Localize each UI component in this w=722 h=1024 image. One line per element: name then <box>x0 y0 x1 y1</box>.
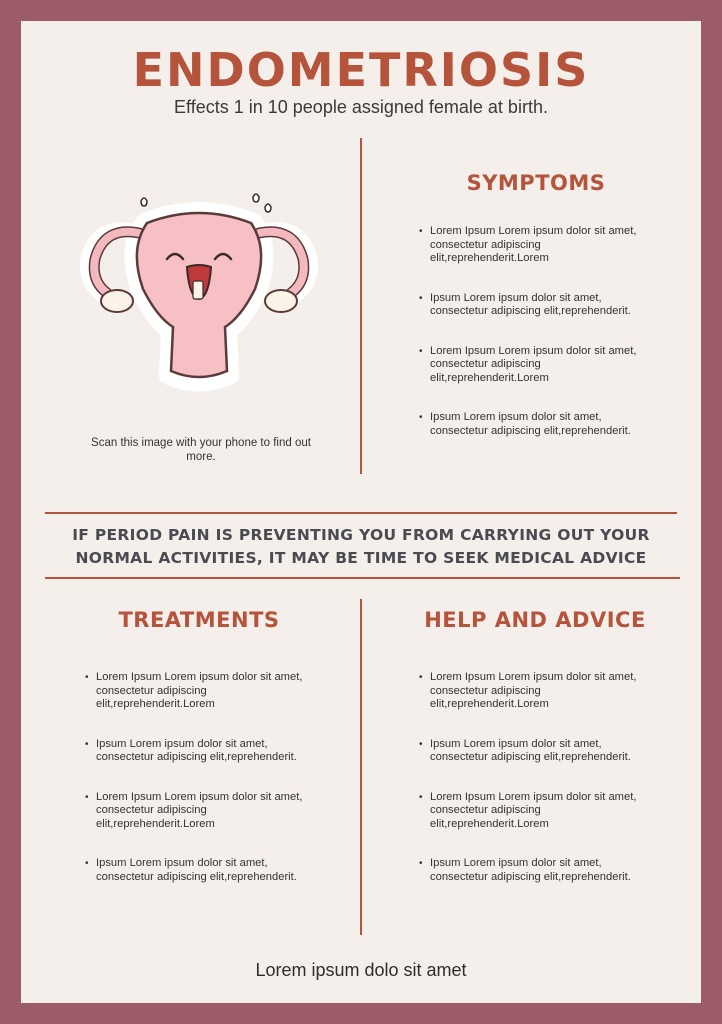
poster-page <box>21 21 701 1003</box>
page-title: ENDOMETRIOSIS <box>132 43 590 97</box>
list-item: • Ipsum Lorem ipsum dolor sit amet, consectetur adipiscing elit,reprehenderit. <box>85 738 305 765</box>
treatments-heading: TREATMENTS <box>118 608 280 632</box>
list-item: • Lorem Ipsum Lorem ipsum dolor sit amet, consectetur adipiscing elit,reprehenderit.Lorem <box>419 345 639 386</box>
list-item: • Ipsum Lorem ipsum dolor sit amet, consectetur adipiscing elit,reprehenderit. <box>419 857 639 884</box>
page-subtitle: Effects 1 in 10 people assigned female at birth. <box>174 97 548 117</box>
symptoms-list <box>419 225 639 464</box>
help-list <box>419 671 639 910</box>
scan-caption: Scan this image with your phone to find out more. <box>91 437 311 463</box>
list-item: • Lorem Ipsum Lorem ipsum dolor sit amet, consectetur adipiscing elit,reprehenderit.Lorem <box>85 671 305 712</box>
top-column-divider <box>360 138 362 474</box>
treatments-list <box>85 671 305 910</box>
medical-advice-banner: IF PERIOD PAIN IS PREVENTING YOU FROM CARRYING OUT YOUR NORMAL ACTIVITIES, IT MAY BE TIME TO SEEK MEDICAL ADVICE <box>72 526 650 567</box>
symptoms-heading: SYMPTOMS <box>466 171 606 195</box>
list-item: • Lorem Ipsum Lorem ipsum dolor sit amet, consectetur adipiscing elit,reprehenderit.Lorem <box>85 791 305 832</box>
banner-top-rule <box>45 512 677 514</box>
list-item: • Ipsum Lorem ipsum dolor sit amet, consectetur adipiscing elit,reprehenderit. <box>419 292 639 319</box>
list-item: • Lorem Ipsum Lorem ipsum dolor sit amet, consectetur adipiscing elit,reprehenderit.Lorem <box>419 671 639 712</box>
list-item: • Lorem Ipsum Lorem ipsum dolor sit amet, consectetur adipiscing elit,reprehenderit.Lorem <box>419 791 639 832</box>
list-item: • Ipsum Lorem ipsum dolor sit amet, consectetur adipiscing elit,reprehenderit. <box>419 738 639 765</box>
smiling-uterus-icon <box>59 171 339 401</box>
footer-text: Lorem ipsum dolo sit amet <box>255 960 467 980</box>
bottom-column-divider <box>360 599 362 935</box>
list-item: • Lorem Ipsum Lorem ipsum dolor sit amet, consectetur adipiscing elit,reprehenderit.Lorem <box>419 225 639 266</box>
help-heading: HELP AND ADVICE <box>424 608 646 632</box>
list-item: • Ipsum Lorem ipsum dolor sit amet, consectetur adipiscing elit,reprehenderit. <box>419 411 639 438</box>
list-item: • Ipsum Lorem ipsum dolor sit amet, consectetur adipiscing elit,reprehenderit. <box>85 857 305 884</box>
banner-bottom-rule <box>45 577 680 579</box>
